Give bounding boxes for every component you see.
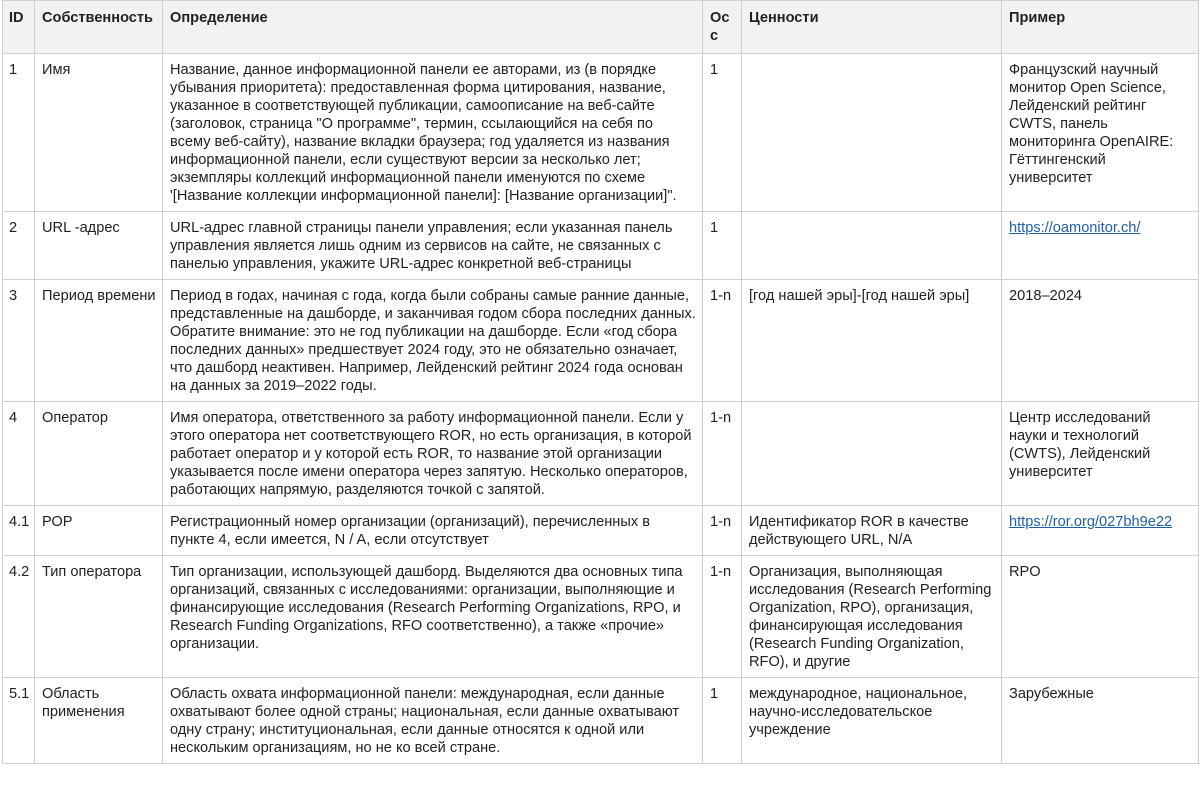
column-header-property: Собственность: [35, 1, 163, 54]
cell-occurrence: 1: [703, 678, 742, 764]
cell-property: URL -адрес: [35, 212, 163, 280]
cell-example: RPO: [1002, 556, 1199, 678]
cell-definition: Период в годах, начиная с года, когда были собраны самые ранние данные, представленные на дашборде, и заканчивая годом сбора последних данных. Обратите внимание: это не год публикации на дашборде. Если «год сбора последних данных» предшествует 2024 году, это не обязательно означает, что дашборд неактивен. Например, Лейденский рейтинг 2024 года основан на данных за 2019–2022 годы.: [163, 280, 703, 402]
cell-occurrence: 1-n: [703, 506, 742, 556]
table-row: [3, 402, 1199, 506]
table-header: [3, 1, 1199, 54]
column-header-definition: Определение: [163, 1, 703, 54]
cell-example: Центр исследований науки и технологий (CWTS), Лейденский университет: [1002, 402, 1199, 506]
cell-occurrence: 1: [703, 212, 742, 280]
table-row: [3, 280, 1199, 402]
cell-id: 4: [3, 402, 35, 506]
cell-property: РОР: [35, 506, 163, 556]
cell-definition: Имя оператора, ответственного за работу информационной панели. Если у этого оператора нет соответствующего ROR, но есть организация, в которой работает оператор и у которой есть ROR, то название этой организации указывается после имени оператора через запятую. Несколько операторов, работающих напрямую, разделяются точкой с запятой.: [163, 402, 703, 506]
table-row: [3, 556, 1199, 678]
cell-example: Зарубежные: [1002, 678, 1199, 764]
column-header-id: ID: [3, 1, 35, 54]
cell-property: Область применения: [35, 678, 163, 764]
column-header-example: Пример: [1002, 1, 1199, 54]
header-row: [3, 1, 1199, 54]
cell-definition: Название, данное информационной панели ее авторами, из (в порядке убывания приоритета): предоставленная форма цитирования, название, указанное в соответствующей публикации, самоописание на веб-сайте (заголовок, страница "О программе", термин, ссылающийся на себя по всему веб-сайту), название вкладки браузера; год удаляется из названия информационной панели, если существуют версии за несколько лет; экземпляры коллекций информационной панели именуются по схеме '[Название коллекции информационной панели]: [Название организации]".: [163, 54, 703, 212]
cell-values: [742, 212, 1002, 280]
cell-occurrence: 1-n: [703, 556, 742, 678]
cell-definition: Область охвата информационной панели: международная, если данные охватывают более одной страны; национальная, если данные охватывают одну страну; институциональная, если данные относятся к одной или нескольким организациям, но не ко всей стране.: [163, 678, 703, 764]
cell-values: Идентификатор ROR в качестве действующего URL, N/A: [742, 506, 1002, 556]
table-row: [3, 506, 1199, 556]
table-body: [3, 54, 1199, 764]
table-row: [3, 678, 1199, 764]
cell-property: Период времени: [35, 280, 163, 402]
cell-property: Имя: [35, 54, 163, 212]
example-link[interactable]: https://ror.org/027bh9e22: [1009, 514, 1173, 530]
cell-definition: URL-адрес главной страницы панели управления; если указанная панель управления является лишь одним из сервисов на сайте, не связанных с панелью управления, укажите URL-адрес конкретной веб-страницы: [163, 212, 703, 280]
cell-id: 4.2: [3, 556, 35, 678]
cell-definition: Регистрационный номер организации (организаций), перечисленных в пункте 4, если имеется, N / A, если отсутствует: [163, 506, 703, 556]
table-row: [3, 54, 1199, 212]
cell-id: 5.1: [3, 678, 35, 764]
cell-id: 2: [3, 212, 35, 280]
cell-values: международное, национальное, научно-исследовательское учреждение: [742, 678, 1002, 764]
example-link[interactable]: https://oamonitor.ch/: [1009, 220, 1141, 236]
cell-values: Организация, выполняющая исследования (Research Performing Organization, RPO), организация, финансирующая исследования (Research Funding Organization, RFO), и другие: [742, 556, 1002, 678]
dashboard-properties-table: [2, 0, 1199, 764]
cell-id: 1: [3, 54, 35, 212]
cell-definition: Тип организации, использующей дашборд. Выделяются два основных типа организаций, связанных с исследованиями: организации, выполняющие и финансирующие исследования (Research Performing Organizations, RPO, и Research Funding Organizations, RFO соответственно), а также «прочие» организации.: [163, 556, 703, 678]
cell-occurrence: 1-n: [703, 280, 742, 402]
cell-example: 2018–2024: [1002, 280, 1199, 402]
cell-values: [742, 54, 1002, 212]
table-row: [3, 212, 1199, 280]
column-header-occurrence: Occ: [703, 1, 742, 54]
cell-example: [1002, 212, 1199, 280]
cell-occurrence: 1-n: [703, 402, 742, 506]
cell-property: Оператор: [35, 402, 163, 506]
cell-values: [год нашей эры]-[год нашей эры]: [742, 280, 1002, 402]
cell-property: Тип оператора: [35, 556, 163, 678]
cell-example: Французский научный монитор Open Science, Лейденский рейтинг CWTS, панель мониторинга OpenAIRE: Гёттингенский университет: [1002, 54, 1199, 212]
cell-example: [1002, 506, 1199, 556]
column-header-values: Ценности: [742, 1, 1002, 54]
cell-id: 4.1: [3, 506, 35, 556]
cell-values: [742, 402, 1002, 506]
cell-id: 3: [3, 280, 35, 402]
cell-occurrence: 1: [703, 54, 742, 212]
